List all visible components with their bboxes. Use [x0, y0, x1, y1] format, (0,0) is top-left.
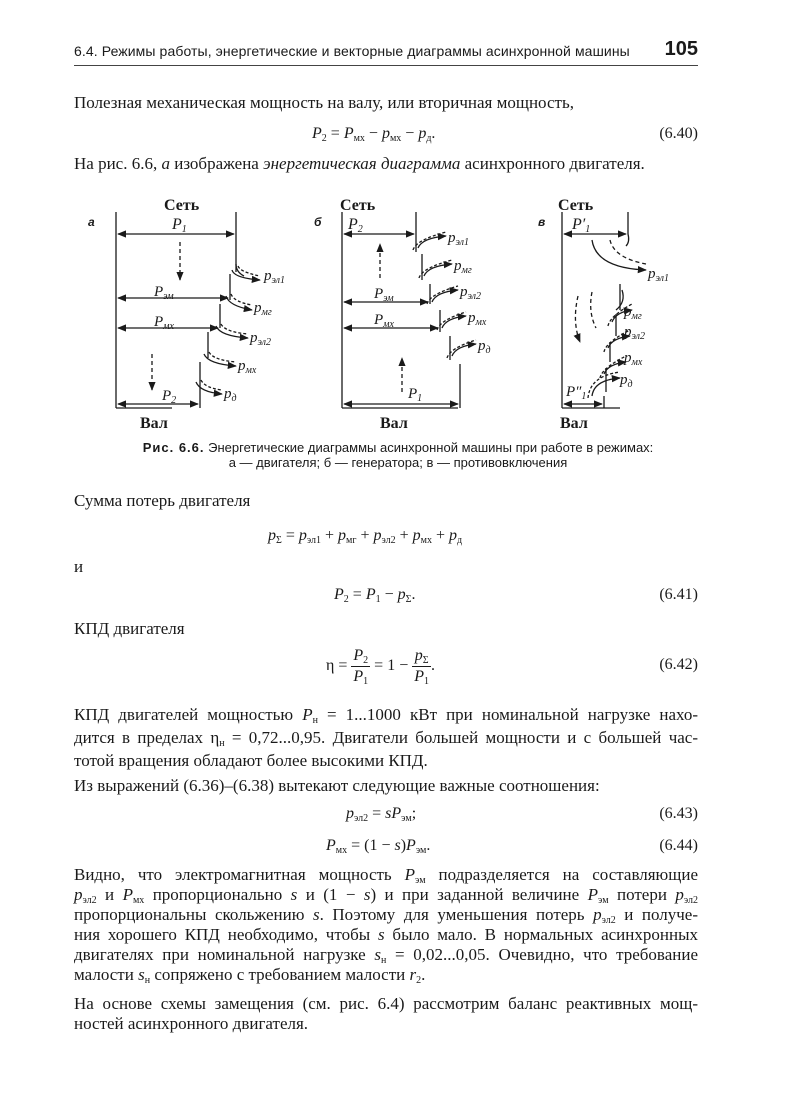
svg-text:pэл1: $p_{эл1}$: [264, 268, 286, 286]
svg-text:pмх: $p_{мх}$: [468, 310, 487, 328]
panel-bottom-label: Вал: [140, 415, 168, 432]
panel-bottom-label: Вал: [560, 415, 588, 432]
equation-number: (6.42): [659, 656, 698, 673]
paragraph-energy-diagram: На рис. 6.6, а изображена энергетическая диаграмма асинхронного двигателя.: [74, 154, 645, 173]
equation-6-40: $P_2 = P_{мх} - p_{мх} - p_д$.: [312, 125, 436, 144]
figure-caption: Рис. 6.6. Энергетические диаграммы асинхронной машины при работе в режимах: а — двигателя; б — генератора; в — противовключения: [142, 440, 654, 470]
panel-generator: [314, 197, 491, 432]
running-header: [74, 38, 698, 68]
svg-text:pэл1: $p_{эл1}$: [448, 230, 470, 248]
paragraph-slip: Видно, что электромагнитная мощность $P_{эм}$ подразделяется на составляющие $p_{эл2}$ и $P_{мх}$ пропорционально s и (1 − s) и при заданной величине $P_{эм}$ потери $p_{эл2}$ пропорциональны скольжению s. Поэтому для уменьшения потерь $p_{эл2}$ и получе- ния хорошего КПД необходимо, чтобы s было мало. В нормальных асинхронных двигателях при номинальной нагрузке $s_н = 0,02...0,05$. Очевидно, что требование малости $s_н$ сопряжено с требованием малости $r_2$.: [74, 865, 698, 986]
svg-text:Pэм: $P_{эм}$: [154, 284, 174, 302]
equation-number: (6.43): [659, 805, 698, 822]
equation-sum-losses: $p_\Sigma = p_{эл1} + p_{мг} + p_{эл2} + p_{мх} + p_д$: [268, 527, 463, 546]
panel-top-label: Сеть: [340, 197, 376, 214]
equation-number: (6.41): [659, 586, 698, 603]
svg-text:pэл2: $p_{эл2}$: [250, 330, 272, 348]
svg-text:P1: $P_1$: [408, 386, 423, 404]
svg-text:pмг: $p_{мг}$: [624, 304, 642, 322]
svg-text:Pэм: $P_{эм}$: [374, 286, 394, 304]
panel-letter: в: [538, 215, 546, 229]
panel-motor: [88, 197, 285, 432]
svg-text:P″1: $P''_1$: [566, 384, 587, 402]
paragraph-efficiency: КПД двигателя: [74, 619, 185, 638]
panel-counter-current: [538, 197, 669, 432]
caption-label: Рис. 6.6.: [142, 440, 205, 455]
p1-label: P1: [172, 216, 187, 235]
svg-text:P′1: P′1: [572, 216, 591, 235]
svg-text:Pмх: $P_{мх}$: [374, 312, 394, 330]
panel-bottom-label: Вал: [380, 415, 408, 432]
paragraph-and: и: [74, 557, 84, 576]
svg-text:pмг: $p_{мг}$: [254, 300, 272, 318]
svg-text:pд: $p_д$: [478, 338, 491, 356]
panel-letter: б: [314, 215, 322, 229]
panel-top-label: Сеть: [558, 197, 594, 214]
svg-text:pмх: $p_{мх}$: [624, 350, 643, 368]
equation-6-42: η = $\frac{P_2}{P_1}$ = 1 − $\frac{p_\Sigma}{P_1}$ .: [326, 647, 435, 687]
equation-number: (6.40): [659, 125, 698, 142]
panel-top-label: Сеть: [164, 197, 200, 214]
paragraph-reactive-balance: На основе схемы замещения (см. рис. 6.4) рассмотрим баланс реактивных мощ- ностей асинхронного двигателя.: [74, 994, 698, 1033]
svg-text:Pмх: $P_{мх}$: [154, 314, 174, 332]
equation-6-43: $p_{эл2} = sP_{эм}$;: [346, 805, 417, 824]
paragraph-mechanical-power: Полезная механическая мощность на валу, или вторичная мощность,: [74, 93, 574, 112]
svg-text:P2: P2: [348, 216, 363, 235]
paragraph-relations: Из выражений (6.36)–(6.38) вытекают следующие важные соотношения:: [74, 776, 600, 795]
svg-text:pэл2: $p_{эл2}$: [624, 324, 646, 342]
equation-6-41: $P_2 = P_1 - p_\Sigma$.: [334, 586, 416, 605]
svg-text:pмг: $p_{мг}$: [454, 258, 472, 276]
header-rule: [74, 65, 698, 66]
page-number: 105: [664, 38, 698, 60]
svg-text:pд: $p_д$: [620, 372, 633, 390]
svg-text:P2: $P_2$: [162, 388, 177, 406]
paragraph-sum-losses: Сумма потерь двигателя: [74, 491, 251, 510]
equation-6-44: $P_{мх} = (1 - s)P_{эм}$.: [326, 837, 431, 856]
svg-text:pд: $p_д$: [224, 386, 237, 404]
panel-letter: а: [88, 215, 95, 229]
equation-number: (6.44): [659, 837, 698, 854]
svg-text:pэл2: $p_{эл2}$: [460, 284, 482, 302]
svg-text:pмх: $p_{мх}$: [238, 358, 257, 376]
paragraph-efficiency-range: КПД двигателей мощностью $P_н = 1...1000$ кВт при номинальной нагрузке нахо- дится в пределах $\eta_н = 0,72...0,95$. Двигатели большей мощности и с большей час- тотой вращения обладают более высокими КПД.: [74, 705, 698, 770]
energy-diagrams-figure: [84, 192, 724, 437]
svg-text:pэл1: $p_{эл1}$: [648, 266, 670, 284]
header-title: 6.4. Режимы работы, энергетические и векторные диаграммы асинхронной машины: [74, 43, 630, 59]
